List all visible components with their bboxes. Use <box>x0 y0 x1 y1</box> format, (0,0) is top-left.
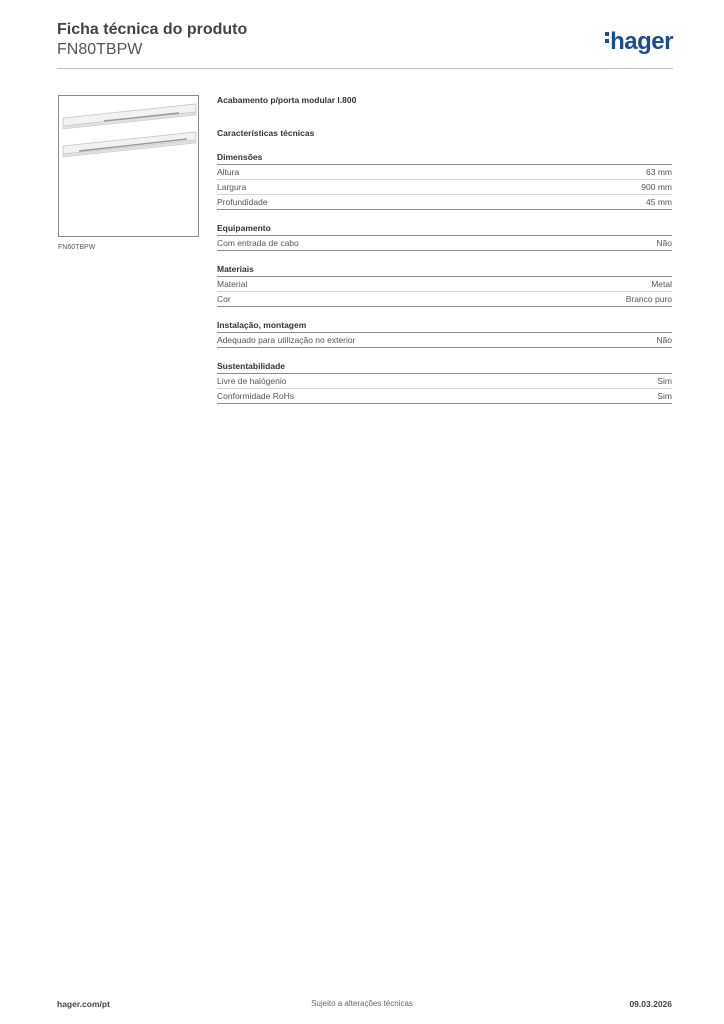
spec-label: Adequado para utilização no exterior <box>217 335 356 345</box>
group-title: Equipamento <box>217 223 672 236</box>
spec-row <box>217 292 672 307</box>
product-code: FN80TBPW <box>57 41 143 58</box>
spec-label: Com entrada de cabo <box>217 238 299 248</box>
product-details <box>217 95 672 417</box>
section-title: Características técnicas <box>217 128 315 138</box>
document-title: Ficha técnica do produto <box>57 21 248 38</box>
spec-label: Altura <box>217 167 240 177</box>
group-equipment <box>217 223 672 251</box>
group-materials <box>217 264 672 307</box>
group-sustainability <box>217 361 672 404</box>
spec-label: Livre de halógenio <box>217 376 287 386</box>
spec-label: Largura <box>217 182 247 192</box>
spec-row <box>217 180 672 195</box>
spec-label: Profundidade <box>217 197 268 207</box>
spec-value: 900 mm <box>641 182 672 192</box>
logo-colon-icon <box>605 29 609 46</box>
spec-row <box>217 277 672 292</box>
spec-row <box>217 374 672 389</box>
spec-label: Conformidade RoHs <box>217 391 295 401</box>
spec-label: Material <box>217 279 248 289</box>
footer-website: hager.com/pt <box>57 999 110 1009</box>
spec-row <box>217 236 672 251</box>
spec-value: Não <box>656 238 672 248</box>
spec-value: Sim <box>657 391 672 401</box>
spec-value: 45 mm <box>646 197 672 207</box>
spec-value: 63 mm <box>646 167 672 177</box>
hager-logo <box>605 28 673 56</box>
image-caption: FN60TBPW <box>58 244 96 251</box>
header-divider <box>57 68 673 69</box>
page-header <box>57 20 673 60</box>
product-illustration-icon <box>59 96 198 236</box>
group-title: Instalação, montagem <box>217 320 672 333</box>
logo-text: hager <box>610 28 673 55</box>
group-title: Dimensões <box>217 152 672 165</box>
product-image <box>58 95 199 237</box>
product-description: Acabamento p/porta modular l.800 <box>217 95 357 105</box>
spec-value: Metal <box>651 279 672 289</box>
spec-row <box>217 333 672 348</box>
spec-row <box>217 195 672 210</box>
spec-row <box>217 389 672 404</box>
footer-notice: Sujeito a alterações técnicas <box>311 999 413 1008</box>
spec-row <box>217 165 672 180</box>
footer-date: 09.03.2026 <box>629 999 672 1009</box>
spec-value: Sim <box>657 376 672 386</box>
spec-label: Cor <box>217 294 231 304</box>
group-installation <box>217 320 672 348</box>
group-dimensions <box>217 152 672 210</box>
group-title: Sustentabilidade <box>217 361 672 374</box>
spec-value: Não <box>656 335 672 345</box>
group-title: Materiais <box>217 264 672 277</box>
spec-value: Branco puro <box>625 294 672 304</box>
